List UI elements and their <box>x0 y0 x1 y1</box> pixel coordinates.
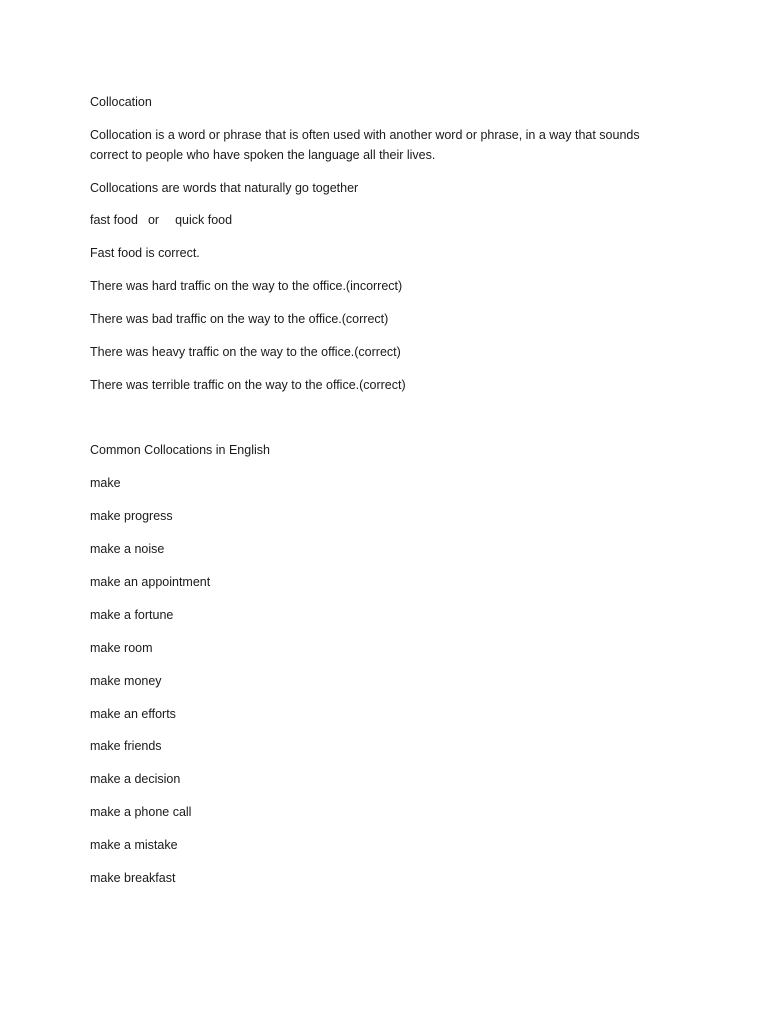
verdict-line: Fast food is correct. <box>90 246 200 260</box>
comparison-line <box>90 210 232 230</box>
comparison-second: quick food <box>175 213 233 227</box>
comparison-first: fast food <box>90 213 138 227</box>
list-item: make progress <box>90 509 173 523</box>
example-line: There was hard traffic on the way to the office.(incorrect) <box>90 279 403 293</box>
list-item: make room <box>90 641 153 655</box>
list-item: make a phone call <box>90 805 192 819</box>
example-line: There was bad traffic on the way to the office.(correct) <box>90 312 389 326</box>
list-item: make an efforts <box>90 707 176 721</box>
list-item: make a noise <box>90 542 165 556</box>
example-line: There was terrible traffic on the way to the office.(correct) <box>90 378 406 392</box>
list-item: make a mistake <box>90 838 178 852</box>
document-title: Collocation <box>90 95 152 109</box>
list-item: make money <box>90 674 162 688</box>
comparison-connector: or <box>147 213 160 227</box>
example-line: There was heavy traffic on the way to the office.(correct) <box>90 345 401 359</box>
list-item: make friends <box>90 739 162 753</box>
list-item: make a decision <box>90 772 181 786</box>
list-heading: make <box>90 476 121 490</box>
list-item: make breakfast <box>90 871 176 885</box>
statement-line: Collocations are words that naturally go together <box>90 181 359 195</box>
list-item: make a fortune <box>90 608 174 622</box>
definition-paragraph: Collocation is a word or phrase that is often used with another word or phrase, in a way that sounds correct to people who have spoken the language all their lives. <box>90 128 640 162</box>
section-heading: Common Collocations in English <box>90 443 270 457</box>
list-item: make an appointment <box>90 575 211 589</box>
